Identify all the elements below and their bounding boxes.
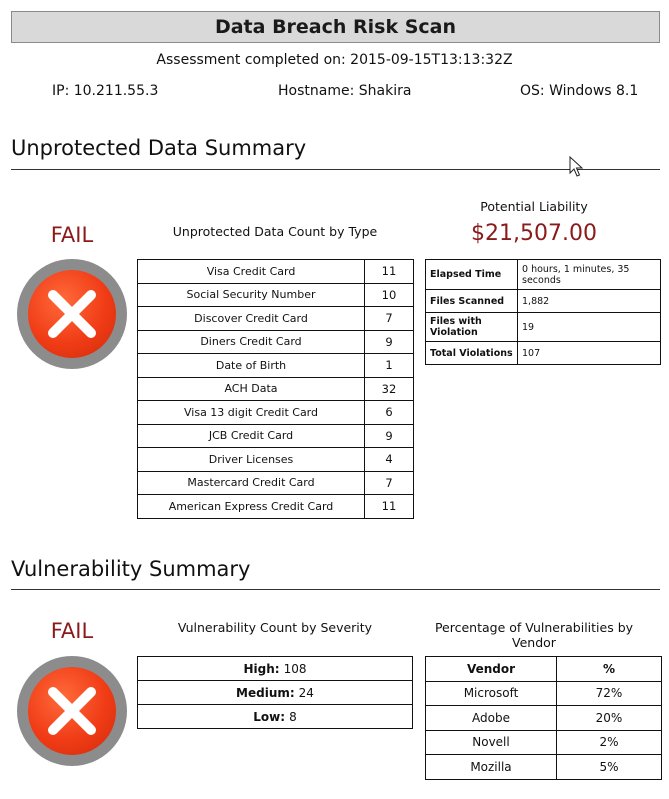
stat-label: Files Scanned (426, 290, 518, 313)
data-type-count: 7 (365, 307, 414, 331)
table-row (426, 313, 661, 342)
hostname: Hostname: Shakira (278, 83, 412, 99)
vendor-table-header (426, 657, 662, 682)
data-type-count: 1 (365, 354, 414, 378)
data-type-label: Visa Credit Card (138, 260, 365, 284)
table-row (426, 706, 662, 731)
vendor-table (425, 656, 662, 780)
liability-label: Potential Liability (480, 199, 588, 214)
table-row (426, 755, 662, 780)
severity-count: 24 (298, 685, 314, 700)
mouse-cursor-icon (569, 156, 585, 178)
fail-x-icon (17, 656, 127, 766)
section-divider (11, 169, 660, 170)
vulnerability-section-title: Vulnerability Summary (11, 557, 251, 581)
vendor-name: Mozilla (426, 755, 557, 780)
data-type-label: Diners Credit Card (138, 330, 365, 354)
severity-cell (138, 705, 413, 729)
stat-label: Total Violations (426, 342, 518, 365)
table-row (426, 681, 662, 706)
severity-cell (138, 681, 413, 705)
stat-label: Files with Violation (426, 313, 518, 342)
data-type-label: Discover Credit Card (138, 307, 365, 331)
table-row (138, 401, 414, 425)
table-row (138, 260, 414, 284)
table-row (138, 307, 414, 331)
severity-caption: Vulnerability Count by Severity (177, 620, 373, 635)
fail-x-icon (17, 259, 127, 369)
severity-label: Low: (253, 709, 286, 724)
table-row (138, 495, 414, 519)
data-type-label: Visa 13 digit Credit Card (138, 401, 365, 425)
data-count-table (137, 259, 414, 519)
stat-value: 1,882 (518, 290, 661, 313)
data-type-count: 9 (365, 330, 414, 354)
table-row (426, 730, 662, 755)
table-row (426, 342, 661, 365)
vendor-name: Microsoft (426, 681, 557, 706)
stat-value: 0 hours, 1 minutes, 35 seconds (518, 260, 661, 290)
data-type-count: 6 (365, 401, 414, 425)
table-row (138, 657, 413, 681)
vendor-caption: Percentage of Vulnerabilities by Vendor (434, 620, 634, 650)
data-type-count: 9 (365, 424, 414, 448)
stat-value: 19 (518, 313, 661, 342)
data-type-label: JCB Credit Card (138, 424, 365, 448)
data-type-count: 11 (365, 495, 414, 519)
vendor-percent: 20% (557, 706, 662, 731)
severity-count: 8 (289, 709, 297, 724)
unprotected-section-title: Unprotected Data Summary (11, 136, 307, 160)
data-type-label: Social Security Number (138, 283, 365, 307)
data-type-count: 7 (365, 471, 414, 495)
vendor-percent: 5% (557, 755, 662, 780)
data-type-count: 11 (365, 260, 414, 284)
vendor-percent: 72% (557, 681, 662, 706)
table-row (138, 471, 414, 495)
table-row (138, 424, 414, 448)
data-count-caption: Unprotected Data Count by Type (172, 224, 378, 239)
vulnerability-fail-status: FAIL (50, 619, 94, 643)
vendor-column-header: Vendor (426, 657, 557, 682)
table-row (426, 290, 661, 313)
stat-value: 107 (518, 342, 661, 365)
table-row (138, 448, 414, 472)
table-row (138, 354, 414, 378)
table-row (138, 705, 413, 729)
scan-stats-table (425, 259, 661, 365)
assessment-timestamp: Assessment completed on: 2015-09-15T13:13:32Z (156, 52, 513, 68)
liability-value: $21,507.00 (471, 221, 597, 246)
stat-label: Elapsed Time (426, 260, 518, 290)
vendor-percent: 2% (557, 730, 662, 755)
table-row (138, 681, 413, 705)
table-row (138, 377, 414, 401)
data-type-count: 32 (365, 377, 414, 401)
severity-table (137, 656, 413, 729)
data-type-label: Date of Birth (138, 354, 365, 378)
vendor-name: Novell (426, 730, 557, 755)
data-type-count: 10 (365, 283, 414, 307)
report-title: Data Breach Risk Scan (11, 11, 660, 43)
vendor-name: Adobe (426, 706, 557, 731)
table-row (138, 330, 414, 354)
data-type-label: Driver Licenses (138, 448, 365, 472)
data-type-count: 4 (365, 448, 414, 472)
os-version: OS: Windows 8.1 (520, 83, 639, 99)
ip-address: IP: 10.211.55.3 (52, 83, 159, 99)
severity-cell (138, 657, 413, 681)
severity-label: High: (243, 661, 280, 676)
severity-label: Medium: (236, 685, 295, 700)
table-row (426, 260, 661, 290)
severity-count: 108 (283, 661, 307, 676)
unprotected-fail-status: FAIL (50, 223, 94, 247)
data-type-label: Mastercard Credit Card (138, 471, 365, 495)
section-divider (11, 589, 660, 590)
data-type-label: American Express Credit Card (138, 495, 365, 519)
table-row (138, 283, 414, 307)
percent-column-header: % (557, 657, 662, 682)
data-type-label: ACH Data (138, 377, 365, 401)
